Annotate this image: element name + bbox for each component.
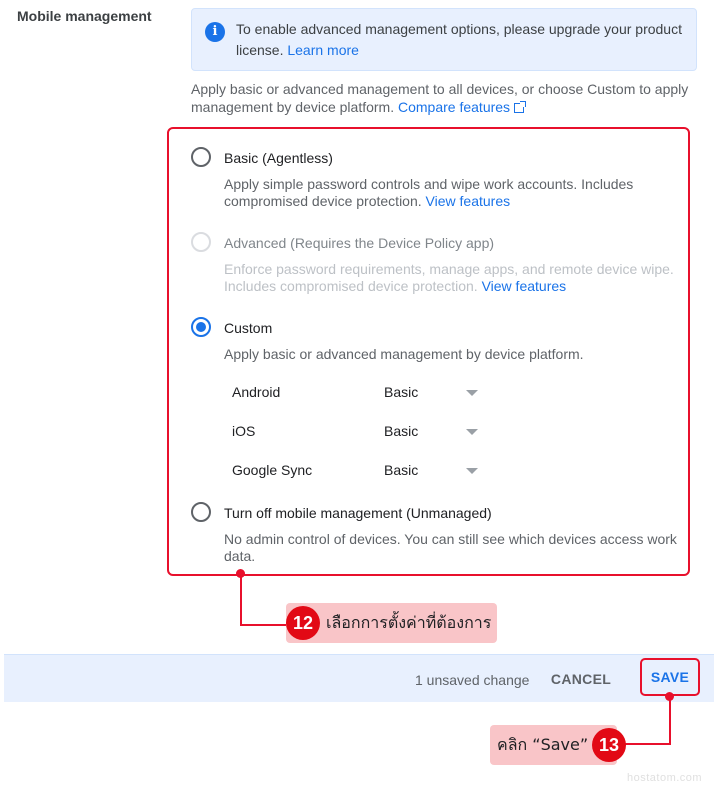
option-custom-description: Apply basic or advanced management by device platform.: [224, 346, 584, 362]
radio-unmanaged[interactable]: [191, 502, 211, 522]
option-custom-title[interactable]: Custom: [224, 320, 273, 336]
platform-ios-select[interactable]: Basic: [384, 423, 419, 439]
section-label: Mobile management: [17, 8, 152, 24]
option-advanced-description: Enforce password requirements, manage apps, and remote device wipe. Includes compromised device protection. View features: [224, 261, 674, 294]
platform-android-label: Android: [232, 384, 281, 400]
annotation-12-callout: เลือกการตั้งค่าที่ต้องการ: [286, 603, 497, 643]
radio-advanced: [191, 232, 211, 252]
info-banner-message: To enable advanced management options, please upgrade your product license.: [236, 21, 682, 58]
annotation-13-leader-line: [669, 696, 671, 745]
apply-description: [191, 80, 701, 116]
platform-google-sync-label: Google Sync: [232, 462, 313, 478]
radio-custom[interactable]: [191, 317, 211, 337]
option-basic-description: Apply simple password controls and wipe work accounts. Includes compromised device protection. View features: [224, 176, 634, 209]
info-icon: i: [205, 22, 225, 42]
chevron-down-icon[interactable]: [466, 390, 478, 396]
apply-description-text: Apply basic or advanced management to all devices, or choose Custom to apply management by device platform.: [191, 81, 689, 115]
annotation-13-badge: 13: [592, 728, 626, 762]
option-unmanaged-title[interactable]: Turn off mobile management (Unmanaged): [224, 505, 492, 521]
info-banner-text: [236, 19, 686, 61]
platform-android-select[interactable]: Basic: [384, 384, 419, 400]
option-advanced-title: Advanced (Requires the Device Policy app): [224, 235, 495, 251]
option-basic-title[interactable]: Basic (Agentless): [224, 150, 333, 166]
learn-more-link[interactable]: Learn more: [287, 42, 359, 58]
radio-basic[interactable]: [191, 147, 211, 167]
option-unmanaged-description: No admin control of devices. You can still see which devices access work data.: [224, 531, 677, 564]
annotation-12-leader-line: [240, 624, 290, 626]
external-link-icon: [514, 103, 524, 113]
annotation-13-callout: คลิก “Save”: [490, 725, 617, 765]
platform-google-sync-select[interactable]: Basic: [384, 462, 419, 478]
watermark: hostatom.com: [627, 772, 703, 784]
basic-view-features-link[interactable]: View features: [425, 193, 511, 209]
cancel-button[interactable]: CANCEL: [550, 671, 612, 687]
platform-ios-label: iOS: [232, 423, 256, 439]
advanced-view-features-link[interactable]: View features: [481, 278, 567, 294]
chevron-down-icon[interactable]: [466, 429, 478, 435]
annotation-12-badge: 12: [286, 606, 320, 640]
chevron-down-icon[interactable]: [466, 468, 478, 474]
annotation-13-leader-line: [620, 743, 671, 745]
annotation-12-leader-line: [240, 574, 242, 626]
unsaved-change-status: 1 unsaved change: [415, 672, 530, 688]
save-button[interactable]: SAVE: [640, 658, 700, 696]
compare-features-link[interactable]: Compare features: [398, 99, 524, 115]
upgrade-info-banner: [191, 8, 697, 71]
